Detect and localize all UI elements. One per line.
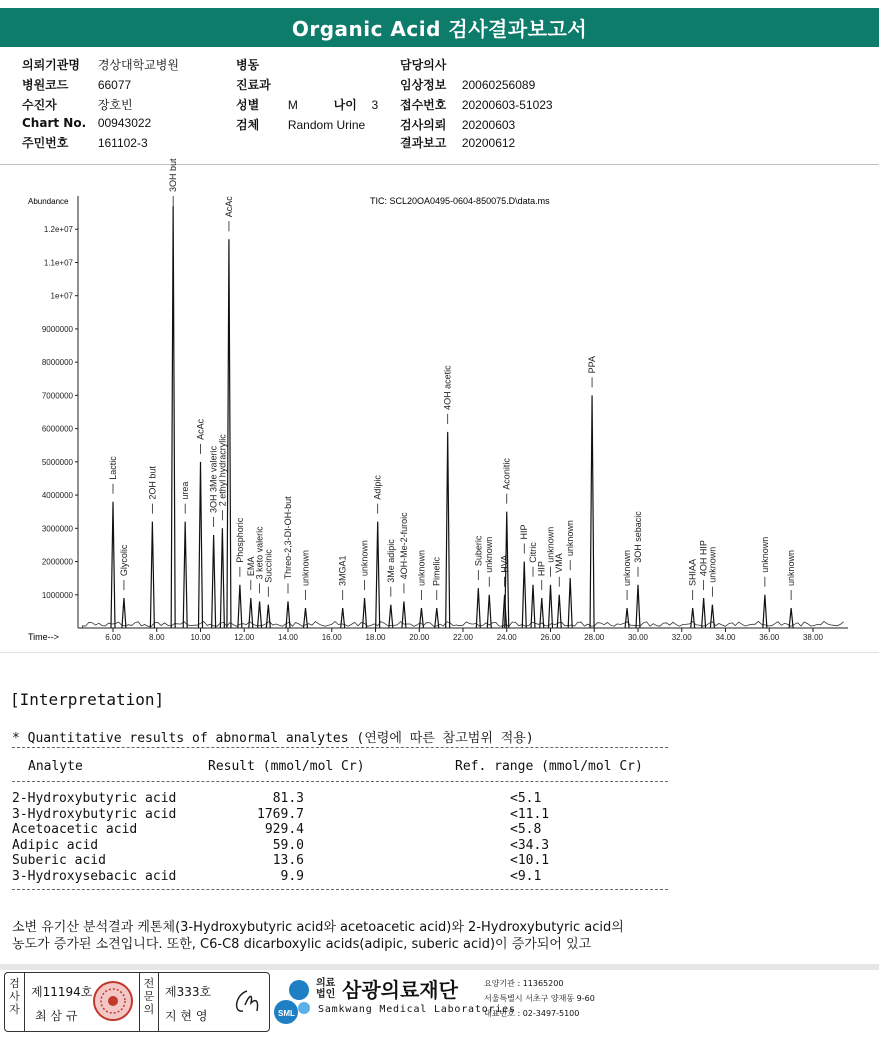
x-tick-label: 12.00 [234,633,255,642]
divider [0,652,879,653]
info-value: 장호빈 [97,98,133,112]
x-tick-label: 18.00 [365,633,386,642]
analyte-name: 3-Hydroxysebacic acid [12,868,177,884]
info-key: 진료과 [236,78,271,92]
analyte-name: 3-Hydroxybutyric acid [12,806,177,822]
peak [789,608,793,628]
x-tick-label: 34.00 [715,633,736,642]
peak-label: PPA [587,356,598,374]
info-key: 병동 [236,58,260,72]
info-row-specimen [236,116,365,134]
info-value: 20060256089 [461,78,536,92]
peak-label: Suberic [473,535,484,567]
result-value: 59.0 [272,837,304,853]
analyte-name: 2-Hydroxybutyric acid [12,791,177,806]
peak-label: 4OH HIP [698,540,709,577]
table-row [12,853,668,869]
peak-label: unknown [565,520,576,557]
peak-label: unknown [622,550,633,587]
tic-label: TIC: SCL20OA0495-0604-850075.D\data.ms [370,196,550,206]
peak [568,578,572,628]
table-divider [12,747,668,748]
peak-label: unknown [359,540,370,577]
info-key: 담당의사 [400,58,447,72]
peak [419,608,423,628]
peak-label: 3OH 3Me valeric [208,445,219,513]
info-key: 결과보고 [400,136,447,150]
peak [266,605,270,628]
peak-label: Glycolic [118,544,129,577]
peak [476,588,480,628]
license-tester: 제11194호 [31,985,93,999]
peak-label: Adipic [372,475,383,500]
organization-logo [272,972,872,1030]
peak-label: unknown [545,526,556,563]
name-tester: 최 삼 규 [35,1009,78,1023]
peak-label: unknown [484,536,495,573]
peak-label: Pimelic [431,557,442,587]
info-key: Chart No. [22,116,87,130]
info-row-institution [22,56,179,74]
peak [122,598,126,628]
y-tick-label: 4000000 [41,491,73,501]
peak-label: Phosphoric [234,517,245,563]
peak-label: urea [180,481,191,500]
info-row-chart-no [22,116,151,134]
peak-label: unknown [300,550,311,587]
ref-range-value: <11.1 [510,806,550,822]
table-row [12,807,668,823]
y-tick-label: 2000000 [41,557,73,567]
signature-icon [225,981,265,1021]
table-divider [12,781,668,782]
table-row [12,869,668,885]
peak [636,585,640,628]
info-key: 의뢰기관명 [22,58,80,72]
name-specialist: 지 현 영 [165,1009,208,1023]
info-key: 접수번호 [400,98,447,112]
license-specialist: 제333호 [165,985,212,999]
peak [702,598,706,628]
interpretation-title: [Interpretation] [10,690,165,709]
baseline-trace [82,621,843,628]
x-tick-label: 22.00 [452,633,474,642]
table-row [12,822,668,838]
peak [150,522,154,628]
x-axis-title: Time--> [28,632,59,642]
result-value: 9.9 [280,868,304,884]
peak-label: unknown [416,550,427,587]
peak [199,462,203,628]
peak [286,601,290,628]
peak [341,608,345,628]
peak-label: Threo-2,3-DI-OH-but [283,496,293,580]
header-result: Result (mmol/mol Cr) [208,759,365,774]
org-prefix: 의료법인 [316,978,336,1000]
peak-label: 2 ethyl hydracrylic [217,434,228,507]
role-label-tester [5,973,25,1031]
peak-label: VMA [554,553,565,573]
info-row-sex [236,96,378,114]
info-key: 임상정보 [400,78,447,92]
table-row [12,838,668,854]
info-value: 20200603-51023 [461,98,553,112]
peak [183,522,187,628]
info-row-doctor [400,56,462,74]
result-value: 929.4 [264,822,304,837]
report-title: Organic Acid 검사결과보고서 [0,8,879,47]
peak-label: unknown [707,546,718,583]
table-row [12,791,668,807]
info-key: 나이 [333,98,357,112]
y-tick-label: 6000000 [41,424,73,434]
peak-label: 4OH-Me-2-furoic [398,512,409,580]
x-tick-label: 16.00 [321,633,342,642]
x-tick-label: 24.00 [496,633,517,642]
y-tick-label: 8000000 [41,358,73,368]
divider [0,164,879,165]
peak-label: SHIAA [687,559,698,587]
ref-range-value: <9.1 [510,868,542,884]
x-tick-label: 6.00 [105,633,121,642]
interpretation-subtitle: * Quantitative results of abnormal analytes (연령에 따른 참고범위 적용) [12,731,534,746]
peak [435,608,439,628]
peak [220,528,224,628]
peak [522,562,526,628]
info-row-clinical-info [400,76,535,94]
comment-line: 농도가 증가된 소견입니다. 또한, C6-C8 dicarboxylic acids(adipic, suberic acid)이 증가되어 있고 [12,937,592,952]
peak-label: Aconitic [501,458,512,490]
peak [549,585,553,628]
y-axis-title: Abundance [28,197,69,206]
peak [389,605,393,628]
analyte-name: Suberic acid [12,853,106,868]
org-phone: 대표번호 : 02-3497-5100 [484,1009,580,1018]
table-header [12,759,668,775]
x-tick-label: 38.00 [802,633,824,642]
y-tick-label: 3000000 [41,524,73,534]
signature-box [4,972,270,1032]
peak [111,502,115,628]
peak-label: HVA [499,554,510,573]
y-tick-label: 7000000 [41,391,73,401]
x-tick-label: 8.00 [148,633,165,642]
ref-range-value: <5.1 [510,791,542,806]
ref-range-value: <34.3 [510,837,550,853]
peak-label: unknown [759,536,770,573]
info-value: 경상대학교병원 [97,58,179,72]
logo-text: SML [278,1009,295,1018]
info-row-resident-no [22,134,148,152]
peak [625,608,629,628]
ref-range-value: <10.1 [510,853,550,868]
peak [258,601,262,628]
peak-label: Succinic [263,549,274,583]
peak-label: 3 keto valeric [254,526,265,580]
peak-label: AcAc [223,196,234,218]
info-row-hospital-code [22,76,131,94]
peak [590,395,594,628]
peak [212,535,216,628]
y-tick-label: 9000000 [41,324,73,334]
info-row-department [236,76,288,94]
info-key: 주민번호 [22,136,69,150]
peak-label: 3OH but [168,158,179,192]
info-value: 66077 [97,78,132,92]
x-tick-label: 32.00 [671,633,692,642]
peak-label: 3Me adipic [385,539,396,583]
result-value: 81.3 [272,791,304,806]
x-tick-label: 10.00 [190,633,211,642]
info-key: 병원코드 [22,78,69,92]
y-tick-label: 1.1e+07 [43,258,73,268]
peak-label: AcAc [195,418,206,440]
result-value: 13.6 [272,853,304,868]
y-tick-label: 5000000 [41,457,73,467]
peak-label: Lactic [108,456,118,480]
analyte-name: Adipic acid [12,837,99,853]
info-row-request-date [400,116,515,134]
peak [691,608,695,628]
info-row-report-date [400,134,515,152]
chromatogram [0,158,879,646]
peak-label: 4OH acetic [442,365,453,410]
peak-label: 3MGA1 [337,555,348,587]
peak [710,605,714,628]
y-tick-label: 1000000 [41,590,73,600]
info-row-ward [236,56,288,74]
peak [531,585,535,628]
peak [540,598,544,628]
info-row-receipt-no [400,96,553,114]
info-value: 20200603 [461,118,516,132]
result-value: 1769.7 [257,806,304,822]
org-address: 서울특별시 서초구 양재동 9-60 [484,994,595,1003]
info-value: 3 [371,98,379,112]
role-label-specialist [139,973,159,1031]
info-value: 161102-3 [97,136,148,150]
info-key: 검체 [236,118,260,132]
chromatogram-plot [0,158,879,646]
peak-label: EMA [245,556,256,577]
role-text: 검 사 자 [9,977,20,1016]
info-value: 20200612 [461,136,516,150]
x-tick-label: 20.00 [409,633,430,642]
y-tick-label: 1e+07 [50,291,73,301]
peak [238,585,242,628]
peak [249,598,253,628]
x-tick-label: 30.00 [627,633,649,642]
x-tick-label: 26.00 [540,633,561,642]
table-divider [12,889,668,890]
footer-divider [0,964,879,970]
comment-line: 소변 유기산 분석결과 케톤체(3-Hydroxybutyric acid와 acetoacetic acid)와 2-Hydroxybutyric acid의 [12,920,624,935]
info-value: 00943022 [97,116,152,130]
peak-label: 2OH but [147,466,158,500]
y-tick-label: 1.2e+07 [43,225,73,235]
peak [376,522,380,628]
x-tick-label: 28.00 [584,633,605,642]
peak-label: 3OH sebacic [633,511,643,563]
x-tick-label: 36.00 [759,633,780,642]
info-value: M [287,98,298,112]
peak [763,595,767,628]
ref-range-value: <5.8 [510,822,542,837]
info-key: 검사의뢰 [400,118,447,132]
peak [487,595,491,628]
peak-label: HIP [519,524,530,540]
x-tick-label: 14.00 [277,633,299,642]
peak [227,239,231,628]
analyte-name: Acetoacetic acid [12,822,138,837]
org-code: 요양기관 : 11365200 [484,979,564,988]
info-key: 수진자 [22,98,57,112]
peak-label: Citric [528,542,538,563]
peak-label: HIP [536,561,547,577]
seal-icon [91,979,135,1023]
header-ref-range: Ref. range (mmol/mol Cr) [455,759,643,774]
header-analyte: Analyte [28,759,83,774]
org-name: 삼광의료재단 [342,978,458,1002]
role-text: 전 문 의 [143,977,155,1016]
info-key: 성별 [236,98,260,112]
patient-info [0,56,879,160]
org-english-name: Samkwang Medical Laboratories [318,1004,516,1015]
sml-logo-icon [272,972,312,1030]
peak [446,432,450,628]
peak [171,206,175,628]
info-row-patient [22,96,133,114]
info-value: Random Urine [287,118,366,132]
peak-label: unknown [786,550,797,587]
